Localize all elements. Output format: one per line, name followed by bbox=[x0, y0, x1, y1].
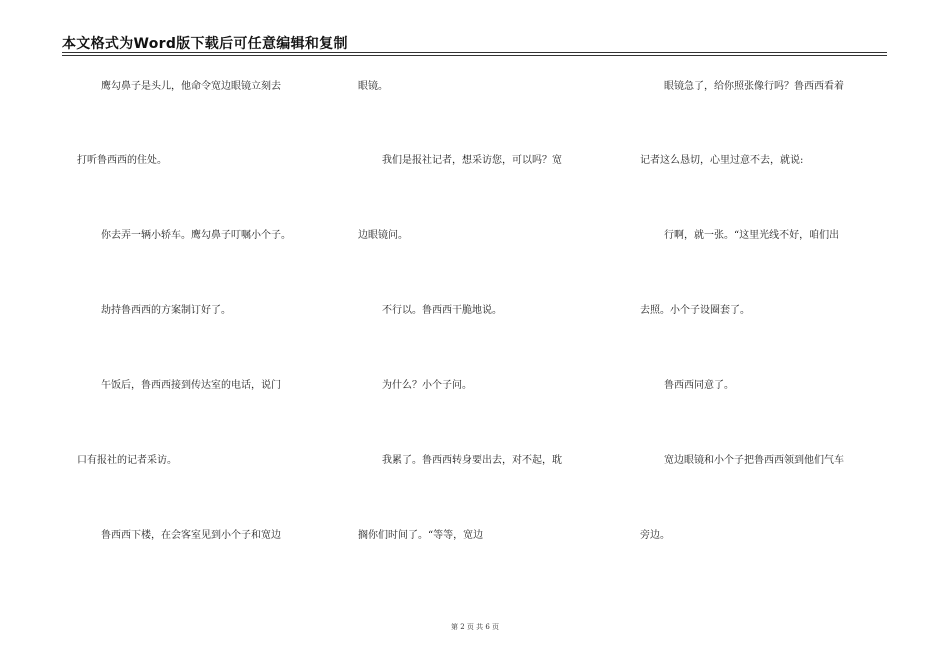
paragraph-line: 鲁西西下楼，在会客室见到小个子和宽边 bbox=[101, 530, 281, 541]
paragraph-line: 口有报社的记者采访。 bbox=[77, 455, 177, 466]
header-rule-top bbox=[62, 52, 887, 53]
paragraph-line: 行啊，就一张。“这里光线不好，咱们出 bbox=[664, 230, 840, 241]
header-rule-bottom bbox=[62, 55, 887, 56]
paragraph-line: 去照。小个子设圈套了。 bbox=[640, 305, 750, 316]
paragraph-line: 鹰勾鼻子是头儿，他命令宽边眼镜立刻去 bbox=[101, 81, 281, 92]
paragraph-line: 你去弄一辆小轿车。鹰勾鼻子叮嘱小个子。 bbox=[101, 230, 291, 241]
paragraph-line: 旁边。 bbox=[640, 530, 670, 541]
paragraph-line: 不行以。鲁西西干脆地说。 bbox=[382, 305, 502, 316]
paragraph-line: 宽边眼镜和小个子把鲁西西领到他们气车 bbox=[664, 455, 844, 466]
paragraph-line: 眼镜急了，给你照张像行吗？鲁西西看着 bbox=[664, 81, 844, 92]
paragraph-line: 鲁西西同意了。 bbox=[664, 380, 734, 391]
page-number: 第 2 页 共 6 页 bbox=[450, 623, 500, 631]
page-header-title: 本文格式为Word版下载后可任意编辑和复制 bbox=[62, 36, 348, 52]
paragraph-line: 劫持鲁西西的方案制订好了。 bbox=[101, 305, 231, 316]
paragraph-line: 搁你们时间了。“等等，宽边 bbox=[358, 530, 484, 541]
paragraph-line: 边眼镜问。 bbox=[358, 230, 408, 241]
paragraph-line: 午饭后，鲁西西接到传达室的电话，说门 bbox=[101, 380, 281, 391]
paragraph-line: 打听鲁西西的住处。 bbox=[77, 155, 167, 166]
paragraph-line: 我累了。鲁西西转身要出去，对不起，耽 bbox=[382, 455, 562, 466]
paragraph-line: 记者这么恳切，心里过意不去，就说: bbox=[640, 155, 804, 166]
paragraph-line: 为什么？小个子问。 bbox=[382, 380, 472, 391]
paragraph-line: 眼镜。 bbox=[358, 81, 388, 92]
paragraph-line: 我们是报社记者，想采访您，可以吗？宽 bbox=[382, 155, 562, 166]
